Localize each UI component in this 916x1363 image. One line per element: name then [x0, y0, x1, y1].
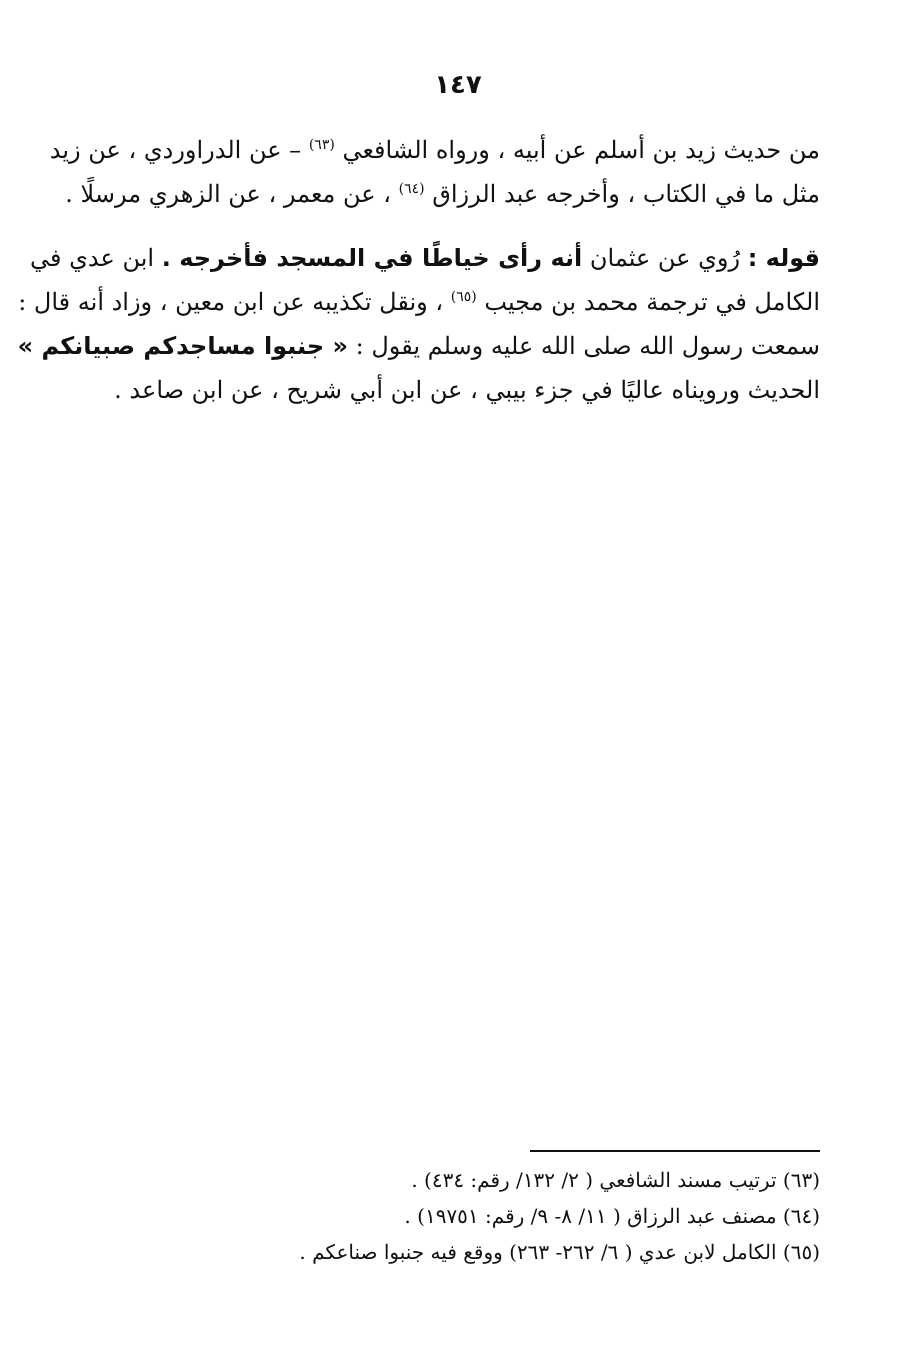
text-segment: سمعت رسول الله صلى الله عليه وسلم يقول :: [355, 332, 820, 360]
paragraph-2-line-2: [18, 280, 820, 324]
paragraph-1-line-2: [60, 172, 820, 216]
footnote-ref-63: (٦٣): [308, 137, 335, 153]
text-segment: من حديث زيد بن أسلم عن أبيه ، ورواه الشافعي: [342, 136, 820, 164]
paragraph-2-line-1: [30, 236, 820, 280]
footnote-64: (٦٤) مصنف عبد الرزاق ( ١١/ ٨- ٩/ رقم: ١٩٧٥١) .: [404, 1204, 820, 1228]
footnotes: [100, 1162, 820, 1270]
quoted-text: أنه رأى خياطًا في المسجد فأخرجه .: [161, 244, 583, 272]
paragraph-1-line-1: [49, 128, 820, 172]
text-segment: ، ونقل تكذيبه عن ابن معين ، وزاد أنه قال :: [18, 288, 444, 316]
text-segment: رُوي عن عثمان: [589, 244, 741, 272]
paragraph-1: [49, 128, 820, 216]
footnote-divider: [530, 1150, 820, 1152]
text-segment: ابن عدي في: [30, 244, 155, 272]
text-segment: الحديث ورويناه عاليًا في جزء بيبي ، عن ابن أبي شريح ، عن ابن صاعد .: [114, 376, 820, 404]
footnote-ref-64: (٦٤): [398, 181, 425, 197]
footnote-65: (٦٥) الكامل لابن عدي ( ٦/ ٢٦٢- ٢٦٣) ووقع فيه جنبوا صناعكم .: [299, 1240, 820, 1264]
paragraph-2-line-4: [60, 368, 820, 412]
paragraph-2: [17, 236, 820, 412]
text-segment: – عن الدراوردي ، عن زيد: [49, 136, 302, 164]
text-segment: الكامل في ترجمة محمد بن مجيب: [484, 288, 820, 316]
hadith-quote: « جنبوا مساجدكم صبيانكم »: [17, 332, 349, 360]
qawluh-label: قوله :: [747, 244, 820, 272]
text-segment: ، عن معمر ، عن الزهري مرسلًا .: [65, 180, 391, 208]
paragraph-2-line-3: [17, 324, 820, 368]
footnote-ref-65: (٦٥): [450, 289, 477, 305]
text-segment: مثل ما في الكتاب ، وأخرجه عبد الرزاق: [432, 180, 820, 208]
footnote-63: (٦٣) ترتيب مسند الشافعي ( ٢/ ١٣٢/ رقم: ٤٣٤) .: [411, 1168, 820, 1192]
page-number: ١٤٧: [434, 70, 482, 100]
